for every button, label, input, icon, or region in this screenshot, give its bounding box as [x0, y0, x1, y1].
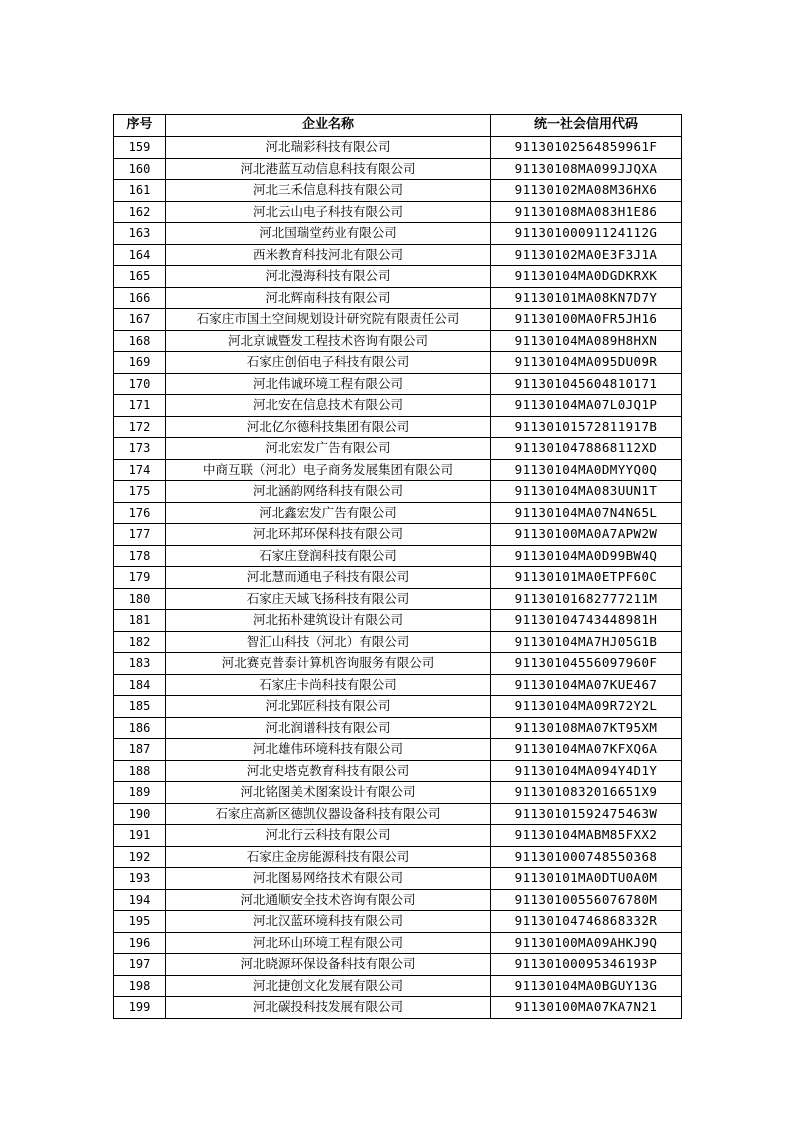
row-index: 165 [114, 266, 166, 288]
table-row [114, 201, 682, 223]
company-name: 石家庄天域飞扬科技有限公司 [166, 588, 491, 610]
company-name: 河北国瑞堂药业有限公司 [166, 223, 491, 245]
company-name: 河北涵韵网络科技有限公司 [166, 481, 491, 503]
credit-code: 91130108MA083H1E86 [491, 201, 682, 223]
company-credit-code-table [113, 114, 682, 1019]
company-name: 河北辉南科技有限公司 [166, 287, 491, 309]
table-row [114, 373, 682, 395]
table-row [114, 631, 682, 653]
credit-code: 911301000748550368 [491, 846, 682, 868]
row-index: 180 [114, 588, 166, 610]
table-row [114, 653, 682, 675]
table-header-row [114, 115, 682, 137]
company-name: 河北瑞彩科技有限公司 [166, 137, 491, 159]
table-row [114, 524, 682, 546]
credit-code: 91130104MA0BGUY13G [491, 975, 682, 997]
row-index: 160 [114, 158, 166, 180]
company-name: 西米教育科技河北有限公司 [166, 244, 491, 266]
row-index: 193 [114, 868, 166, 890]
credit-code: 91130104MA089H8HXN [491, 330, 682, 352]
table-row [114, 889, 682, 911]
company-name: 河北慧而通电子科技有限公司 [166, 567, 491, 589]
company-name: 中商互联（河北）电子商务发展集团有限公司 [166, 459, 491, 481]
company-name: 河北京诚暨发工程技术咨询有限公司 [166, 330, 491, 352]
table-row [114, 932, 682, 954]
credit-code: 91130104MA07L0JQ1P [491, 395, 682, 417]
credit-code: 91130101682777211M [491, 588, 682, 610]
row-index: 189 [114, 782, 166, 804]
credit-code: 91130104MA7HJ05G1B [491, 631, 682, 653]
company-name: 河北环邦环保科技有限公司 [166, 524, 491, 546]
row-index: 172 [114, 416, 166, 438]
row-index: 187 [114, 739, 166, 761]
column-header-company-name: 企业名称 [166, 115, 491, 137]
table-row [114, 395, 682, 417]
table-row [114, 545, 682, 567]
table-row [114, 330, 682, 352]
credit-code: 91130104MA0DGDKRXK [491, 266, 682, 288]
row-index: 192 [114, 846, 166, 868]
company-name: 石家庄市国土空间规划设计研究院有限责任公司 [166, 309, 491, 331]
credit-code: 91130104743448981H [491, 610, 682, 632]
table-row [114, 868, 682, 890]
table-row [114, 459, 682, 481]
company-name: 河北宏发广告有限公司 [166, 438, 491, 460]
credit-code: 91130104746868332R [491, 911, 682, 933]
table-row [114, 588, 682, 610]
row-index: 199 [114, 997, 166, 1019]
column-header-index: 序号 [114, 115, 166, 137]
credit-code: 91130108MA07KT95XM [491, 717, 682, 739]
table-row [114, 416, 682, 438]
credit-code: 91130104MA07KUE467 [491, 674, 682, 696]
row-index: 182 [114, 631, 166, 653]
row-index: 171 [114, 395, 166, 417]
credit-code: 91130101572811917B [491, 416, 682, 438]
credit-code: 9113010832016651X9 [491, 782, 682, 804]
table-row [114, 223, 682, 245]
company-name: 河北捷创文化发展有限公司 [166, 975, 491, 997]
table-row [114, 782, 682, 804]
company-name: 河北安在信息技术有限公司 [166, 395, 491, 417]
credit-code: 91130104MA07N4N65L [491, 502, 682, 524]
company-name: 河北郢匠科技有限公司 [166, 696, 491, 718]
table-row [114, 911, 682, 933]
company-name: 河北晓源环保设备科技有限公司 [166, 954, 491, 976]
table-row [114, 266, 682, 288]
credit-code: 91130102564859961F [491, 137, 682, 159]
credit-code: 91130104MA0D99BW4Q [491, 545, 682, 567]
credit-code: 91130100MA09AHKJ9Q [491, 932, 682, 954]
row-index: 186 [114, 717, 166, 739]
credit-code: 91130102MA08M36HX6 [491, 180, 682, 202]
table-row [114, 180, 682, 202]
company-name: 河北云山电子科技有限公司 [166, 201, 491, 223]
company-name: 河北漫海科技有限公司 [166, 266, 491, 288]
credit-code: 91130104MA095DU09R [491, 352, 682, 374]
table-body [114, 137, 682, 1019]
table-row [114, 309, 682, 331]
table-header [114, 115, 682, 137]
credit-code: 91130104MA07KFXQ6A [491, 739, 682, 761]
credit-code: 9113010478868112XD [491, 438, 682, 460]
company-name: 河北拓朴建筑设计有限公司 [166, 610, 491, 632]
company-name: 河北通顺安全技术咨询有限公司 [166, 889, 491, 911]
row-index: 173 [114, 438, 166, 460]
table-row [114, 696, 682, 718]
credit-code: 91130108MA099JJQXA [491, 158, 682, 180]
company-name: 石家庄登润科技有限公司 [166, 545, 491, 567]
row-index: 195 [114, 911, 166, 933]
row-index: 175 [114, 481, 166, 503]
credit-code: 91130100556076780M [491, 889, 682, 911]
company-name: 河北行云科技有限公司 [166, 825, 491, 847]
company-name: 石家庄高新区德凯仪器设备科技有限公司 [166, 803, 491, 825]
table-row [114, 137, 682, 159]
credit-code: 91130102MA0E3F3J1A [491, 244, 682, 266]
row-index: 198 [114, 975, 166, 997]
row-index: 176 [114, 502, 166, 524]
table-row [114, 825, 682, 847]
company-name: 石家庄卡尚科技有限公司 [166, 674, 491, 696]
company-name: 河北铭图美术图案设计有限公司 [166, 782, 491, 804]
row-index: 177 [114, 524, 166, 546]
company-name: 河北史塔克教育科技有限公司 [166, 760, 491, 782]
row-index: 170 [114, 373, 166, 395]
company-name: 石家庄金房能源科技有限公司 [166, 846, 491, 868]
row-index: 166 [114, 287, 166, 309]
table-row [114, 803, 682, 825]
table-row [114, 287, 682, 309]
row-index: 163 [114, 223, 166, 245]
row-index: 162 [114, 201, 166, 223]
table-row [114, 739, 682, 761]
company-name: 河北伟诚环境工程有限公司 [166, 373, 491, 395]
company-name: 河北港蓝互动信息科技有限公司 [166, 158, 491, 180]
table-row [114, 567, 682, 589]
row-index: 181 [114, 610, 166, 632]
company-name: 河北汉蓝环境科技有限公司 [166, 911, 491, 933]
credit-code: 911301045604810171 [491, 373, 682, 395]
table-row [114, 244, 682, 266]
credit-code: 91130100MA0A7APW2W [491, 524, 682, 546]
table-row [114, 481, 682, 503]
row-index: 191 [114, 825, 166, 847]
row-index: 167 [114, 309, 166, 331]
credit-code: 91130100091124112G [491, 223, 682, 245]
row-index: 184 [114, 674, 166, 696]
row-index: 183 [114, 653, 166, 675]
company-name: 河北碳投科技发展有限公司 [166, 997, 491, 1019]
table-row [114, 674, 682, 696]
row-index: 190 [114, 803, 166, 825]
table-row [114, 846, 682, 868]
credit-code: 91130101MA0DTU0A0M [491, 868, 682, 890]
column-header-credit-code: 统一社会信用代码 [491, 115, 682, 137]
company-name: 智汇山科技（河北）有限公司 [166, 631, 491, 653]
row-index: 179 [114, 567, 166, 589]
credit-code: 91130104MA0DMYYQ0Q [491, 459, 682, 481]
table-row [114, 954, 682, 976]
table-row [114, 610, 682, 632]
credit-code: 91130104MA09R72Y2L [491, 696, 682, 718]
row-index: 196 [114, 932, 166, 954]
credit-code: 91130100095346193P [491, 954, 682, 976]
table-row [114, 760, 682, 782]
row-index: 164 [114, 244, 166, 266]
company-name: 河北图易网络技术有限公司 [166, 868, 491, 890]
credit-code: 91130104556097960F [491, 653, 682, 675]
row-index: 185 [114, 696, 166, 718]
company-name: 石家庄创佰电子科技有限公司 [166, 352, 491, 374]
row-index: 161 [114, 180, 166, 202]
row-index: 169 [114, 352, 166, 374]
credit-code: 91130100MA07KA7N21 [491, 997, 682, 1019]
table-row [114, 717, 682, 739]
row-index: 159 [114, 137, 166, 159]
table-row [114, 352, 682, 374]
company-name: 河北亿尔德科技集团有限公司 [166, 416, 491, 438]
credit-code: 91130104MABM85FXX2 [491, 825, 682, 847]
table-row [114, 975, 682, 997]
company-name: 河北润谱科技有限公司 [166, 717, 491, 739]
row-index: 194 [114, 889, 166, 911]
company-name: 河北鑫宏发广告有限公司 [166, 502, 491, 524]
company-name: 河北环山环境工程有限公司 [166, 932, 491, 954]
row-index: 178 [114, 545, 166, 567]
row-index: 174 [114, 459, 166, 481]
company-name: 河北雄伟环境科技有限公司 [166, 739, 491, 761]
credit-code: 91130104MA083UUN1T [491, 481, 682, 503]
credit-code: 91130101MA0ETPF60C [491, 567, 682, 589]
row-index: 197 [114, 954, 166, 976]
company-name: 河北三禾信息科技有限公司 [166, 180, 491, 202]
credit-code: 91130101592475463W [491, 803, 682, 825]
company-name: 河北赛克普泰计算机咨询服务有限公司 [166, 653, 491, 675]
credit-code: 91130100MA0FR5JH16 [491, 309, 682, 331]
table-row [114, 997, 682, 1019]
table-row [114, 158, 682, 180]
credit-code: 91130104MA094Y4D1Y [491, 760, 682, 782]
row-index: 188 [114, 760, 166, 782]
credit-code: 91130101MA08KN7D7Y [491, 287, 682, 309]
row-index: 168 [114, 330, 166, 352]
table-row [114, 438, 682, 460]
table-row [114, 502, 682, 524]
